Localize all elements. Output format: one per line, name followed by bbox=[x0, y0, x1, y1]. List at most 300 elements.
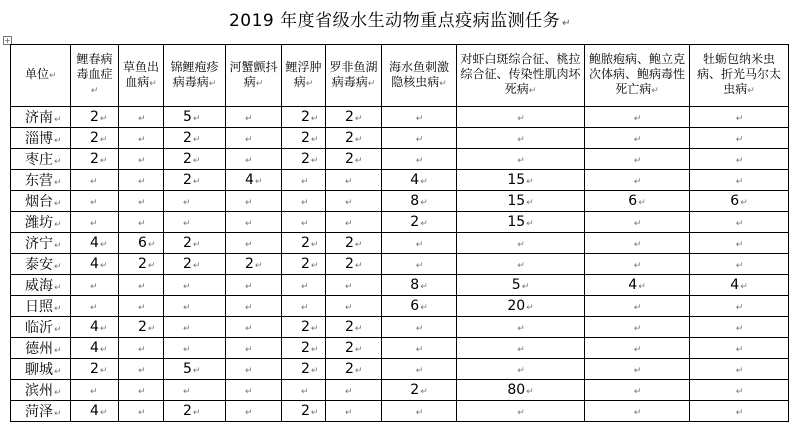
cell-end-mark-icon: ↵ bbox=[633, 114, 642, 124]
value-cell bbox=[382, 107, 457, 128]
value-cell bbox=[326, 380, 382, 401]
table-row bbox=[11, 254, 789, 275]
value-cell bbox=[71, 233, 119, 254]
cell-end-mark-icon: ↵ bbox=[54, 262, 62, 272]
cell-end-mark-icon: ↵ bbox=[54, 304, 62, 314]
city-name: 泰安 bbox=[25, 257, 53, 273]
value-cell bbox=[71, 338, 119, 359]
cell-value: 2 bbox=[410, 214, 420, 230]
cell-value: 2 bbox=[301, 340, 310, 356]
value-cell bbox=[457, 191, 585, 212]
cell-end-mark-icon: ↵ bbox=[138, 345, 146, 355]
value-cell bbox=[164, 128, 226, 149]
cell-end-mark-icon: ↵ bbox=[740, 282, 748, 292]
cell-value: 15 bbox=[507, 172, 526, 188]
header-disease bbox=[585, 45, 690, 107]
cell-end-mark-icon: ↵ bbox=[517, 324, 525, 334]
cell-end-mark-icon: ↵ bbox=[310, 408, 319, 418]
cell-value: 4 bbox=[245, 172, 254, 188]
value-cell bbox=[585, 212, 690, 233]
cell-end-mark-icon: ↵ bbox=[138, 198, 146, 208]
value-cell bbox=[164, 317, 226, 338]
cell-end-mark-icon: ↵ bbox=[415, 240, 424, 250]
header-disease bbox=[326, 45, 382, 107]
cell-end-mark-icon: ↵ bbox=[521, 282, 530, 292]
cell-end-mark-icon: ↵ bbox=[192, 156, 201, 166]
value-cell bbox=[164, 401, 226, 422]
value-cell bbox=[585, 317, 690, 338]
cell-end-mark-icon: ↵ bbox=[90, 282, 98, 292]
value-cell bbox=[326, 359, 382, 380]
city-name: 潍坊 bbox=[25, 215, 53, 231]
cell-end-mark-icon: ↵ bbox=[183, 345, 191, 355]
cell-end-mark-icon: ↵ bbox=[301, 219, 309, 229]
cell-end-mark-icon: ↵ bbox=[54, 409, 62, 419]
table-row bbox=[11, 275, 789, 296]
city-cell bbox=[11, 233, 71, 254]
cell-end-mark-icon: ↵ bbox=[735, 177, 744, 187]
cell-end-mark-icon: ↵ bbox=[54, 136, 62, 146]
cell-end-mark-icon: ↵ bbox=[245, 366, 253, 376]
cell-end-mark-icon: ↵ bbox=[517, 345, 525, 355]
cell-end-mark-icon: ↵ bbox=[354, 240, 363, 250]
cell-end-mark-icon: ↵ bbox=[192, 240, 201, 250]
cell-value: 2 bbox=[345, 361, 354, 377]
table-row bbox=[11, 338, 789, 359]
value-cell bbox=[226, 359, 282, 380]
value-cell bbox=[382, 233, 457, 254]
cell-end-mark-icon: ↵ bbox=[310, 366, 319, 376]
header-label: 对虾白斑综合征、桃拉综合征、传染性肌肉坏死病 bbox=[460, 52, 581, 96]
city-name: 济南 bbox=[25, 110, 53, 126]
cell-value: 4 bbox=[90, 403, 99, 419]
cell-end-mark-icon: ↵ bbox=[138, 387, 146, 397]
cell-value: 2 bbox=[90, 130, 99, 146]
header-label: 锦鲤疱疹病毒病 bbox=[170, 59, 219, 89]
value-cell bbox=[457, 212, 585, 233]
cell-end-mark-icon: ↵ bbox=[54, 220, 62, 230]
cell-value: 6 bbox=[730, 193, 740, 209]
header-disease bbox=[382, 45, 457, 107]
value-cell bbox=[282, 254, 326, 275]
cell-end-mark-icon: ↵ bbox=[192, 366, 201, 376]
cell-value: 80 bbox=[507, 382, 526, 398]
cell-value: 2 bbox=[301, 256, 310, 272]
cell-end-mark-icon: ↵ bbox=[633, 324, 642, 334]
cell-end-mark-icon: ↵ bbox=[415, 366, 424, 376]
header-disease bbox=[164, 45, 226, 107]
value-cell bbox=[382, 212, 457, 233]
header-label: 草鱼出血病 bbox=[122, 59, 159, 89]
cell-value: 2 bbox=[345, 109, 354, 125]
cell-value: 2 bbox=[183, 151, 192, 167]
cell-end-mark-icon: ↵ bbox=[54, 388, 62, 398]
cell-end-mark-icon: ↵ bbox=[90, 86, 99, 96]
cell-value: 2 bbox=[410, 382, 420, 398]
table-move-handle-icon[interactable]: + bbox=[4, 36, 11, 45]
table-row bbox=[11, 191, 789, 212]
cell-end-mark-icon: ↵ bbox=[245, 219, 253, 229]
value-cell bbox=[119, 170, 164, 191]
cell-end-mark-icon: ↵ bbox=[301, 282, 309, 292]
value-cell bbox=[326, 233, 382, 254]
value-cell bbox=[457, 317, 585, 338]
cell-end-mark-icon: ↵ bbox=[90, 303, 98, 313]
value-cell bbox=[282, 401, 326, 422]
cell-end-mark-icon: ↵ bbox=[245, 303, 253, 313]
cell-end-mark-icon: ↵ bbox=[99, 261, 108, 271]
value-cell bbox=[585, 275, 690, 296]
cell-end-mark-icon: ↵ bbox=[245, 324, 253, 334]
city-name: 滨州 bbox=[25, 383, 53, 399]
cell-end-mark-icon: ↵ bbox=[415, 135, 424, 145]
cell-value: 2 bbox=[301, 130, 310, 146]
cell-end-mark-icon: ↵ bbox=[415, 156, 424, 166]
value-cell bbox=[282, 296, 326, 317]
cell-end-mark-icon: ↵ bbox=[345, 387, 353, 397]
cell-end-mark-icon: ↵ bbox=[90, 198, 98, 208]
value-cell bbox=[457, 380, 585, 401]
cell-end-mark-icon: ↵ bbox=[354, 261, 363, 271]
value-cell bbox=[71, 212, 119, 233]
cell-end-mark-icon: ↵ bbox=[90, 219, 98, 229]
header-disease bbox=[457, 45, 585, 107]
value-cell bbox=[585, 296, 690, 317]
value-cell bbox=[119, 275, 164, 296]
value-cell bbox=[585, 254, 690, 275]
cell-end-mark-icon: ↵ bbox=[138, 408, 146, 418]
cell-end-mark-icon: ↵ bbox=[54, 199, 62, 209]
value-cell bbox=[457, 107, 585, 128]
cell-value: 4 bbox=[90, 256, 99, 272]
value-cell bbox=[119, 296, 164, 317]
cell-end-mark-icon: ↵ bbox=[638, 282, 646, 292]
value-cell bbox=[326, 254, 382, 275]
cell-end-mark-icon: ↵ bbox=[310, 261, 319, 271]
value-cell bbox=[119, 149, 164, 170]
cell-end-mark-icon: ↵ bbox=[345, 177, 353, 187]
value-cell bbox=[282, 128, 326, 149]
cell-end-mark-icon: ↵ bbox=[735, 114, 744, 124]
cell-end-mark-icon: ↵ bbox=[90, 387, 98, 397]
value-cell bbox=[282, 359, 326, 380]
value-cell bbox=[326, 170, 382, 191]
header-unit bbox=[11, 45, 71, 107]
cell-end-mark-icon: ↵ bbox=[528, 86, 537, 96]
cell-end-mark-icon: ↵ bbox=[735, 261, 744, 271]
header-row bbox=[11, 45, 789, 107]
value-cell bbox=[382, 170, 457, 191]
cell-end-mark-icon: ↵ bbox=[526, 387, 534, 397]
value-cell bbox=[164, 191, 226, 212]
cell-end-mark-icon: ↵ bbox=[310, 240, 319, 250]
cell-end-mark-icon: ↵ bbox=[301, 198, 309, 208]
value-cell bbox=[457, 275, 585, 296]
value-cell bbox=[164, 359, 226, 380]
value-cell bbox=[690, 338, 789, 359]
cell-end-mark-icon: ↵ bbox=[633, 345, 642, 355]
table-row bbox=[11, 170, 789, 191]
cell-end-mark-icon: ↵ bbox=[354, 156, 363, 166]
value-cell bbox=[71, 191, 119, 212]
cell-end-mark-icon: ↵ bbox=[345, 303, 353, 313]
paragraph-mark-icon: ↵ bbox=[562, 18, 572, 29]
cell-end-mark-icon: ↵ bbox=[147, 324, 156, 334]
cell-end-mark-icon: ↵ bbox=[254, 177, 263, 187]
value-cell bbox=[382, 191, 457, 212]
cell-end-mark-icon: ↵ bbox=[633, 387, 642, 397]
table-row bbox=[11, 359, 789, 380]
header-label: 牡蛎包纳米虫病、折光马尔太虫病 bbox=[696, 52, 781, 96]
cell-end-mark-icon: ↵ bbox=[245, 408, 253, 418]
cell-value: 2 bbox=[183, 235, 192, 251]
cell-end-mark-icon: ↵ bbox=[301, 177, 309, 187]
cell-end-mark-icon: ↵ bbox=[415, 324, 424, 334]
value-cell bbox=[382, 338, 457, 359]
cell-end-mark-icon: ↵ bbox=[517, 156, 525, 166]
value-cell bbox=[71, 107, 119, 128]
cell-end-mark-icon: ↵ bbox=[638, 198, 646, 208]
value-cell bbox=[71, 254, 119, 275]
value-cell bbox=[119, 317, 164, 338]
value-cell bbox=[457, 254, 585, 275]
cell-end-mark-icon: ↵ bbox=[147, 261, 156, 271]
cell-value: 2 bbox=[183, 130, 192, 146]
value-cell bbox=[382, 401, 457, 422]
cell-value: 2 bbox=[301, 319, 310, 335]
header-disease bbox=[119, 45, 164, 107]
value-cell bbox=[457, 338, 585, 359]
header-label: 罗非鱼湖病毒病 bbox=[329, 59, 378, 89]
value-cell bbox=[326, 317, 382, 338]
cell-end-mark-icon: ↵ bbox=[633, 135, 642, 145]
value-cell bbox=[71, 296, 119, 317]
cell-end-mark-icon: ↵ bbox=[735, 408, 744, 418]
value-cell bbox=[226, 149, 282, 170]
cell-end-mark-icon: ↵ bbox=[183, 303, 191, 313]
cell-value: 5 bbox=[511, 277, 521, 293]
cell-end-mark-icon: ↵ bbox=[633, 177, 642, 187]
header-disease bbox=[282, 45, 326, 107]
value-cell bbox=[326, 128, 382, 149]
value-cell bbox=[71, 380, 119, 401]
value-cell bbox=[119, 401, 164, 422]
value-cell bbox=[382, 296, 457, 317]
cell-end-mark-icon: ↵ bbox=[526, 303, 534, 313]
cell-end-mark-icon: ↵ bbox=[305, 78, 314, 89]
cell-end-mark-icon: ↵ bbox=[138, 177, 146, 187]
cell-end-mark-icon: ↵ bbox=[149, 78, 157, 89]
cell-value: 4 bbox=[90, 340, 99, 356]
cell-end-mark-icon: ↵ bbox=[310, 114, 319, 124]
cell-value: 4 bbox=[410, 172, 420, 188]
value-cell bbox=[71, 149, 119, 170]
table-row bbox=[11, 296, 789, 317]
value-cell bbox=[119, 380, 164, 401]
cell-end-mark-icon: ↵ bbox=[310, 324, 319, 334]
value-cell bbox=[226, 128, 282, 149]
cell-end-mark-icon: ↵ bbox=[138, 366, 146, 376]
value-cell bbox=[282, 149, 326, 170]
city-name: 威海 bbox=[25, 278, 53, 294]
value-cell bbox=[164, 212, 226, 233]
cell-end-mark-icon: ↵ bbox=[735, 387, 744, 397]
value-cell bbox=[226, 107, 282, 128]
cell-end-mark-icon: ↵ bbox=[245, 240, 253, 250]
cell-end-mark-icon: ↵ bbox=[735, 156, 744, 166]
value-cell bbox=[164, 170, 226, 191]
value-cell bbox=[382, 149, 457, 170]
cell-end-mark-icon: ↵ bbox=[735, 345, 744, 355]
value-cell bbox=[457, 233, 585, 254]
value-cell bbox=[226, 212, 282, 233]
value-cell bbox=[226, 338, 282, 359]
table-row bbox=[11, 380, 789, 401]
value-cell bbox=[326, 149, 382, 170]
city-cell bbox=[11, 338, 71, 359]
cell-end-mark-icon: ↵ bbox=[301, 387, 309, 397]
cell-end-mark-icon: ↵ bbox=[192, 135, 201, 145]
city-cell bbox=[11, 149, 71, 170]
cell-end-mark-icon: ↵ bbox=[192, 408, 201, 418]
table-row bbox=[11, 233, 789, 254]
cell-value: 2 bbox=[301, 109, 310, 125]
table-row bbox=[11, 149, 789, 170]
value-cell bbox=[690, 191, 789, 212]
value-cell bbox=[164, 275, 226, 296]
value-cell bbox=[585, 233, 690, 254]
cell-value: 4 bbox=[90, 235, 99, 251]
value-cell bbox=[585, 128, 690, 149]
value-cell bbox=[71, 275, 119, 296]
cell-end-mark-icon: ↵ bbox=[526, 219, 534, 229]
value-cell bbox=[282, 338, 326, 359]
cell-end-mark-icon: ↵ bbox=[99, 156, 108, 166]
header-label: 鲤春病毒血症 bbox=[76, 52, 113, 81]
cell-end-mark-icon: ↵ bbox=[245, 345, 253, 355]
value-cell bbox=[585, 359, 690, 380]
cell-value: 6 bbox=[410, 298, 420, 314]
value-cell bbox=[690, 401, 789, 422]
value-cell bbox=[282, 170, 326, 191]
value-cell bbox=[226, 233, 282, 254]
value-cell bbox=[690, 212, 789, 233]
cell-end-mark-icon: ↵ bbox=[354, 345, 363, 355]
cell-value: 2 bbox=[345, 256, 354, 272]
cell-end-mark-icon: ↵ bbox=[517, 366, 525, 376]
cell-end-mark-icon: ↵ bbox=[138, 303, 146, 313]
value-cell bbox=[585, 338, 690, 359]
value-cell bbox=[164, 296, 226, 317]
cell-end-mark-icon: ↵ bbox=[517, 135, 525, 145]
cell-end-mark-icon: ↵ bbox=[517, 408, 525, 418]
cell-end-mark-icon: ↵ bbox=[138, 219, 146, 229]
value-cell bbox=[119, 212, 164, 233]
cell-end-mark-icon: ↵ bbox=[99, 408, 108, 418]
value-cell bbox=[71, 401, 119, 422]
table-row bbox=[11, 128, 789, 149]
cell-end-mark-icon: ↵ bbox=[526, 177, 534, 187]
value-cell bbox=[457, 401, 585, 422]
value-cell bbox=[382, 359, 457, 380]
header-label: 河蟹颤抖病 bbox=[229, 59, 278, 89]
cell-end-mark-icon: ↵ bbox=[633, 261, 642, 271]
cell-value: 2 bbox=[301, 151, 310, 167]
value-cell bbox=[71, 128, 119, 149]
cell-end-mark-icon: ↵ bbox=[633, 156, 642, 166]
cell-end-mark-icon: ↵ bbox=[415, 408, 424, 418]
cell-end-mark-icon: ↵ bbox=[420, 303, 428, 313]
cell-end-mark-icon: ↵ bbox=[99, 135, 108, 145]
cell-value: 6 bbox=[628, 193, 638, 209]
cell-end-mark-icon: ↵ bbox=[420, 219, 428, 229]
value-cell bbox=[71, 170, 119, 191]
cell-end-mark-icon: ↵ bbox=[54, 241, 62, 251]
cell-value: 2 bbox=[183, 172, 192, 188]
cell-end-mark-icon: ↵ bbox=[354, 366, 363, 376]
cell-end-mark-icon: ↵ bbox=[415, 345, 424, 355]
cell-end-mark-icon: ↵ bbox=[301, 303, 309, 313]
cell-end-mark-icon: ↵ bbox=[54, 157, 62, 167]
cell-end-mark-icon: ↵ bbox=[183, 282, 191, 292]
header-disease bbox=[226, 45, 282, 107]
city-cell bbox=[11, 254, 71, 275]
value-cell bbox=[164, 107, 226, 128]
cell-end-mark-icon: ↵ bbox=[183, 387, 191, 397]
value-cell bbox=[585, 401, 690, 422]
value-cell bbox=[282, 275, 326, 296]
cell-value: 2 bbox=[90, 109, 99, 125]
cell-end-mark-icon: ↵ bbox=[517, 240, 525, 250]
cell-value: 2 bbox=[245, 256, 254, 272]
city-name: 德州 bbox=[25, 341, 53, 357]
city-cell bbox=[11, 359, 71, 380]
value-cell bbox=[690, 296, 789, 317]
value-cell bbox=[690, 107, 789, 128]
city-cell bbox=[11, 401, 71, 422]
cell-end-mark-icon: ↵ bbox=[54, 346, 62, 356]
city-name: 淄博 bbox=[25, 131, 53, 147]
city-name: 日照 bbox=[25, 299, 53, 315]
value-cell bbox=[119, 254, 164, 275]
city-name: 烟台 bbox=[25, 194, 53, 210]
cell-end-mark-icon: ↵ bbox=[54, 325, 62, 335]
city-cell bbox=[11, 107, 71, 128]
cell-end-mark-icon: ↵ bbox=[735, 366, 744, 376]
cell-end-mark-icon: ↵ bbox=[245, 156, 253, 166]
cell-end-mark-icon: ↵ bbox=[345, 198, 353, 208]
value-cell bbox=[457, 128, 585, 149]
value-cell bbox=[457, 296, 585, 317]
cell-value: 4 bbox=[90, 319, 99, 335]
city-cell bbox=[11, 296, 71, 317]
value-cell bbox=[457, 359, 585, 380]
document-title bbox=[0, 6, 800, 31]
cell-end-mark-icon: ↵ bbox=[138, 135, 146, 145]
header-disease bbox=[71, 45, 119, 107]
cell-end-mark-icon: ↵ bbox=[147, 240, 156, 250]
cell-end-mark-icon: ↵ bbox=[310, 156, 319, 166]
cell-end-mark-icon: ↵ bbox=[183, 219, 191, 229]
cell-end-mark-icon: ↵ bbox=[99, 114, 108, 124]
table-row bbox=[11, 212, 789, 233]
cell-end-mark-icon: ↵ bbox=[99, 324, 108, 334]
city-cell bbox=[11, 317, 71, 338]
cell-value: 2 bbox=[138, 319, 147, 335]
city-cell bbox=[11, 128, 71, 149]
cell-value: 8 bbox=[410, 277, 420, 293]
cell-end-mark-icon: ↵ bbox=[735, 240, 744, 250]
